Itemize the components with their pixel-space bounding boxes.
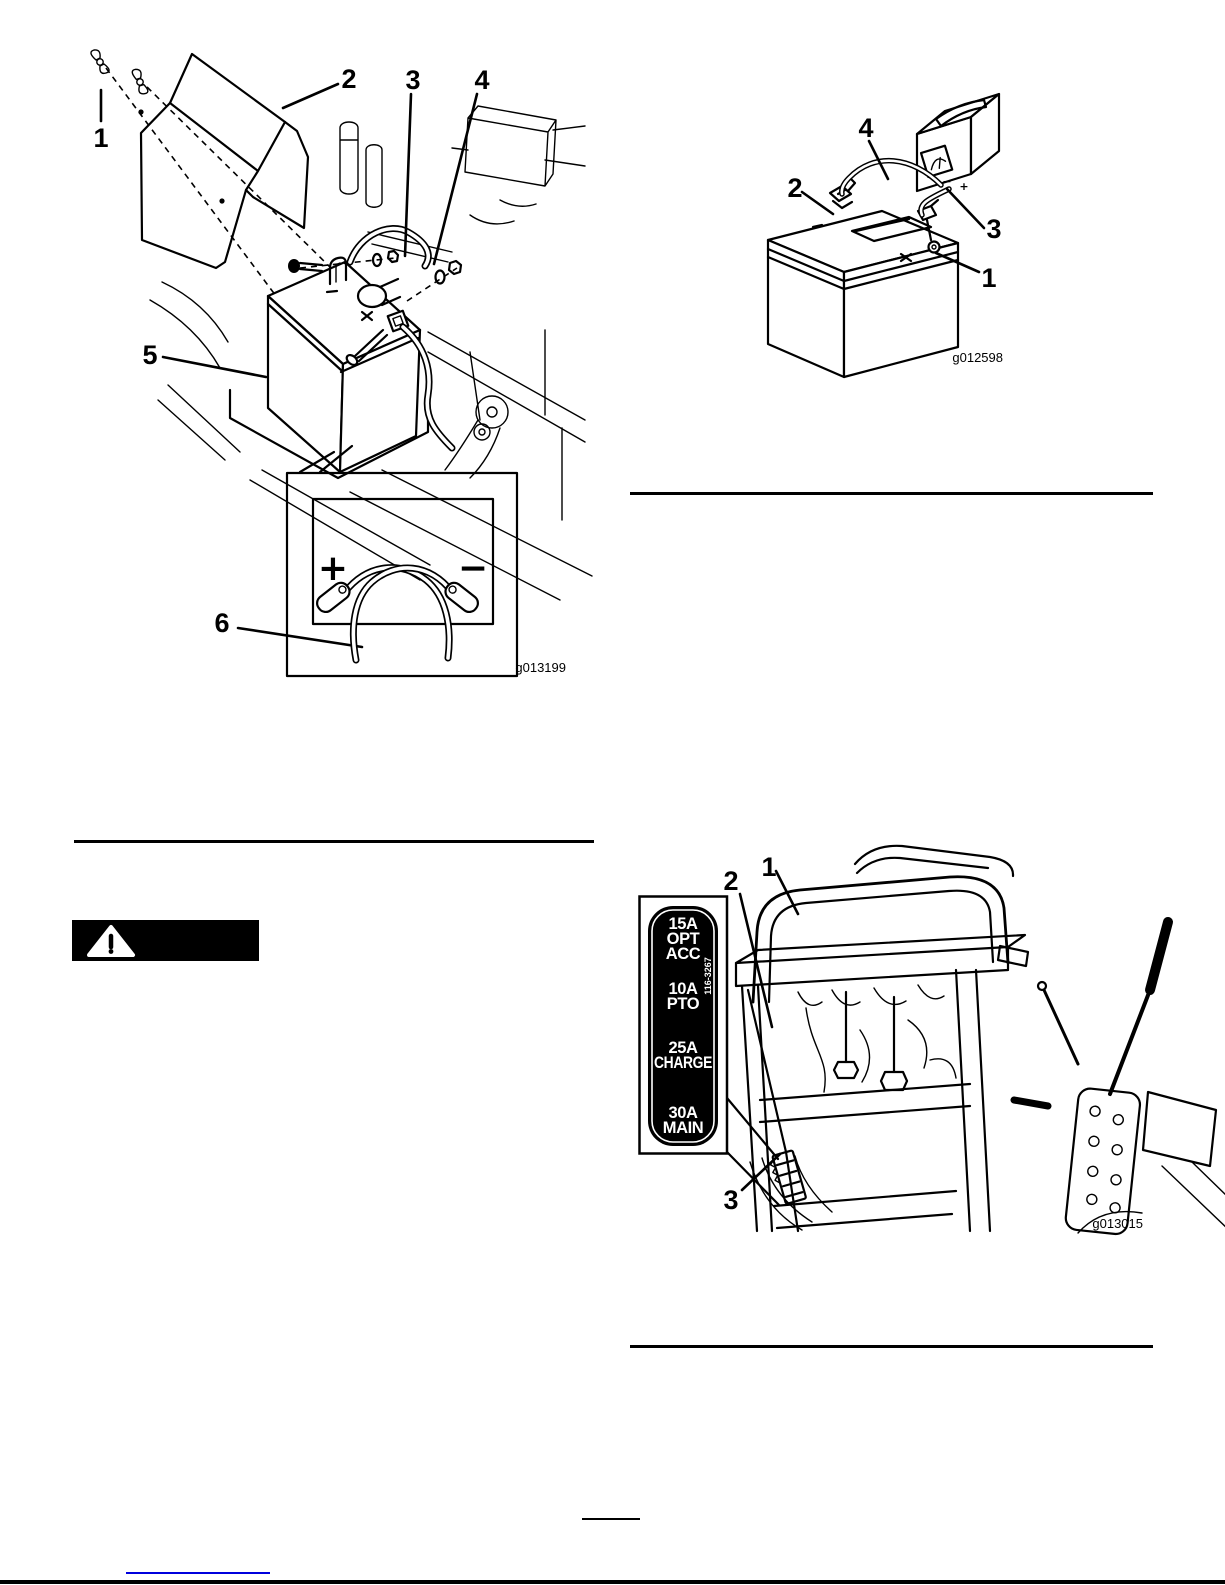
fuse-decal [640,897,780,1206]
decal-part-number: 116-3267 [703,957,713,995]
decal-line-acc: ACC [665,945,701,963]
callout-2: 2 [787,173,803,203]
callout-4: 4 [858,113,874,143]
callout-4: 4 [474,65,490,95]
decal-line-main: MAIN [662,1119,704,1137]
callout-6: 6 [214,608,230,638]
section-rule-right-bottom [630,1345,1153,1348]
hyperlink-underline[interactable] [126,1572,270,1574]
figure-id-g013015: g013015 [1092,1216,1143,1231]
callout-1: 1 [981,263,997,293]
footnote-divider [582,1518,640,1520]
figure-id-g012598: g012598 [952,350,1003,365]
callout-1: 1 [761,852,777,882]
decal-line-pto: PTO [666,995,700,1013]
charger-minus-symbol: − [942,175,952,188]
inset-plus-symbol: + [317,548,349,589]
figure-battery-install [55,25,620,690]
callout-3: 3 [723,1185,739,1215]
section-rule-right-top [630,492,1153,495]
decal-line-25a: 25A [668,1039,698,1057]
battery [268,229,461,472]
callout-3: 3 [405,65,421,95]
figure-battery-charger [690,90,1170,375]
decal-line-30a: 30A [668,1104,698,1122]
mower-frame [736,846,1225,1235]
decal-line-15a: 15A [668,915,698,933]
inset-minus-symbol: − [457,548,489,589]
callout-1: 1 [93,123,109,153]
page-bottom-edge [0,1580,1225,1584]
figure-fuses [620,835,1225,1240]
decal-line-10a: 10A [668,980,698,998]
callout-5: 5 [142,340,158,370]
decal-line-charge: CHARGE [654,1054,713,1072]
callout-3: 3 [986,214,1002,244]
section-rule-left [74,840,594,843]
warning-banner [72,920,259,961]
decal-line-opt: OPT [666,930,700,948]
callout-2: 2 [723,866,739,896]
charger-plus-symbol: + [959,180,969,193]
callout-2: 2 [341,64,357,94]
warning-triangle-icon [83,925,139,957]
battery-cover [138,54,308,268]
figure-id-g013199: g013199 [515,660,566,675]
